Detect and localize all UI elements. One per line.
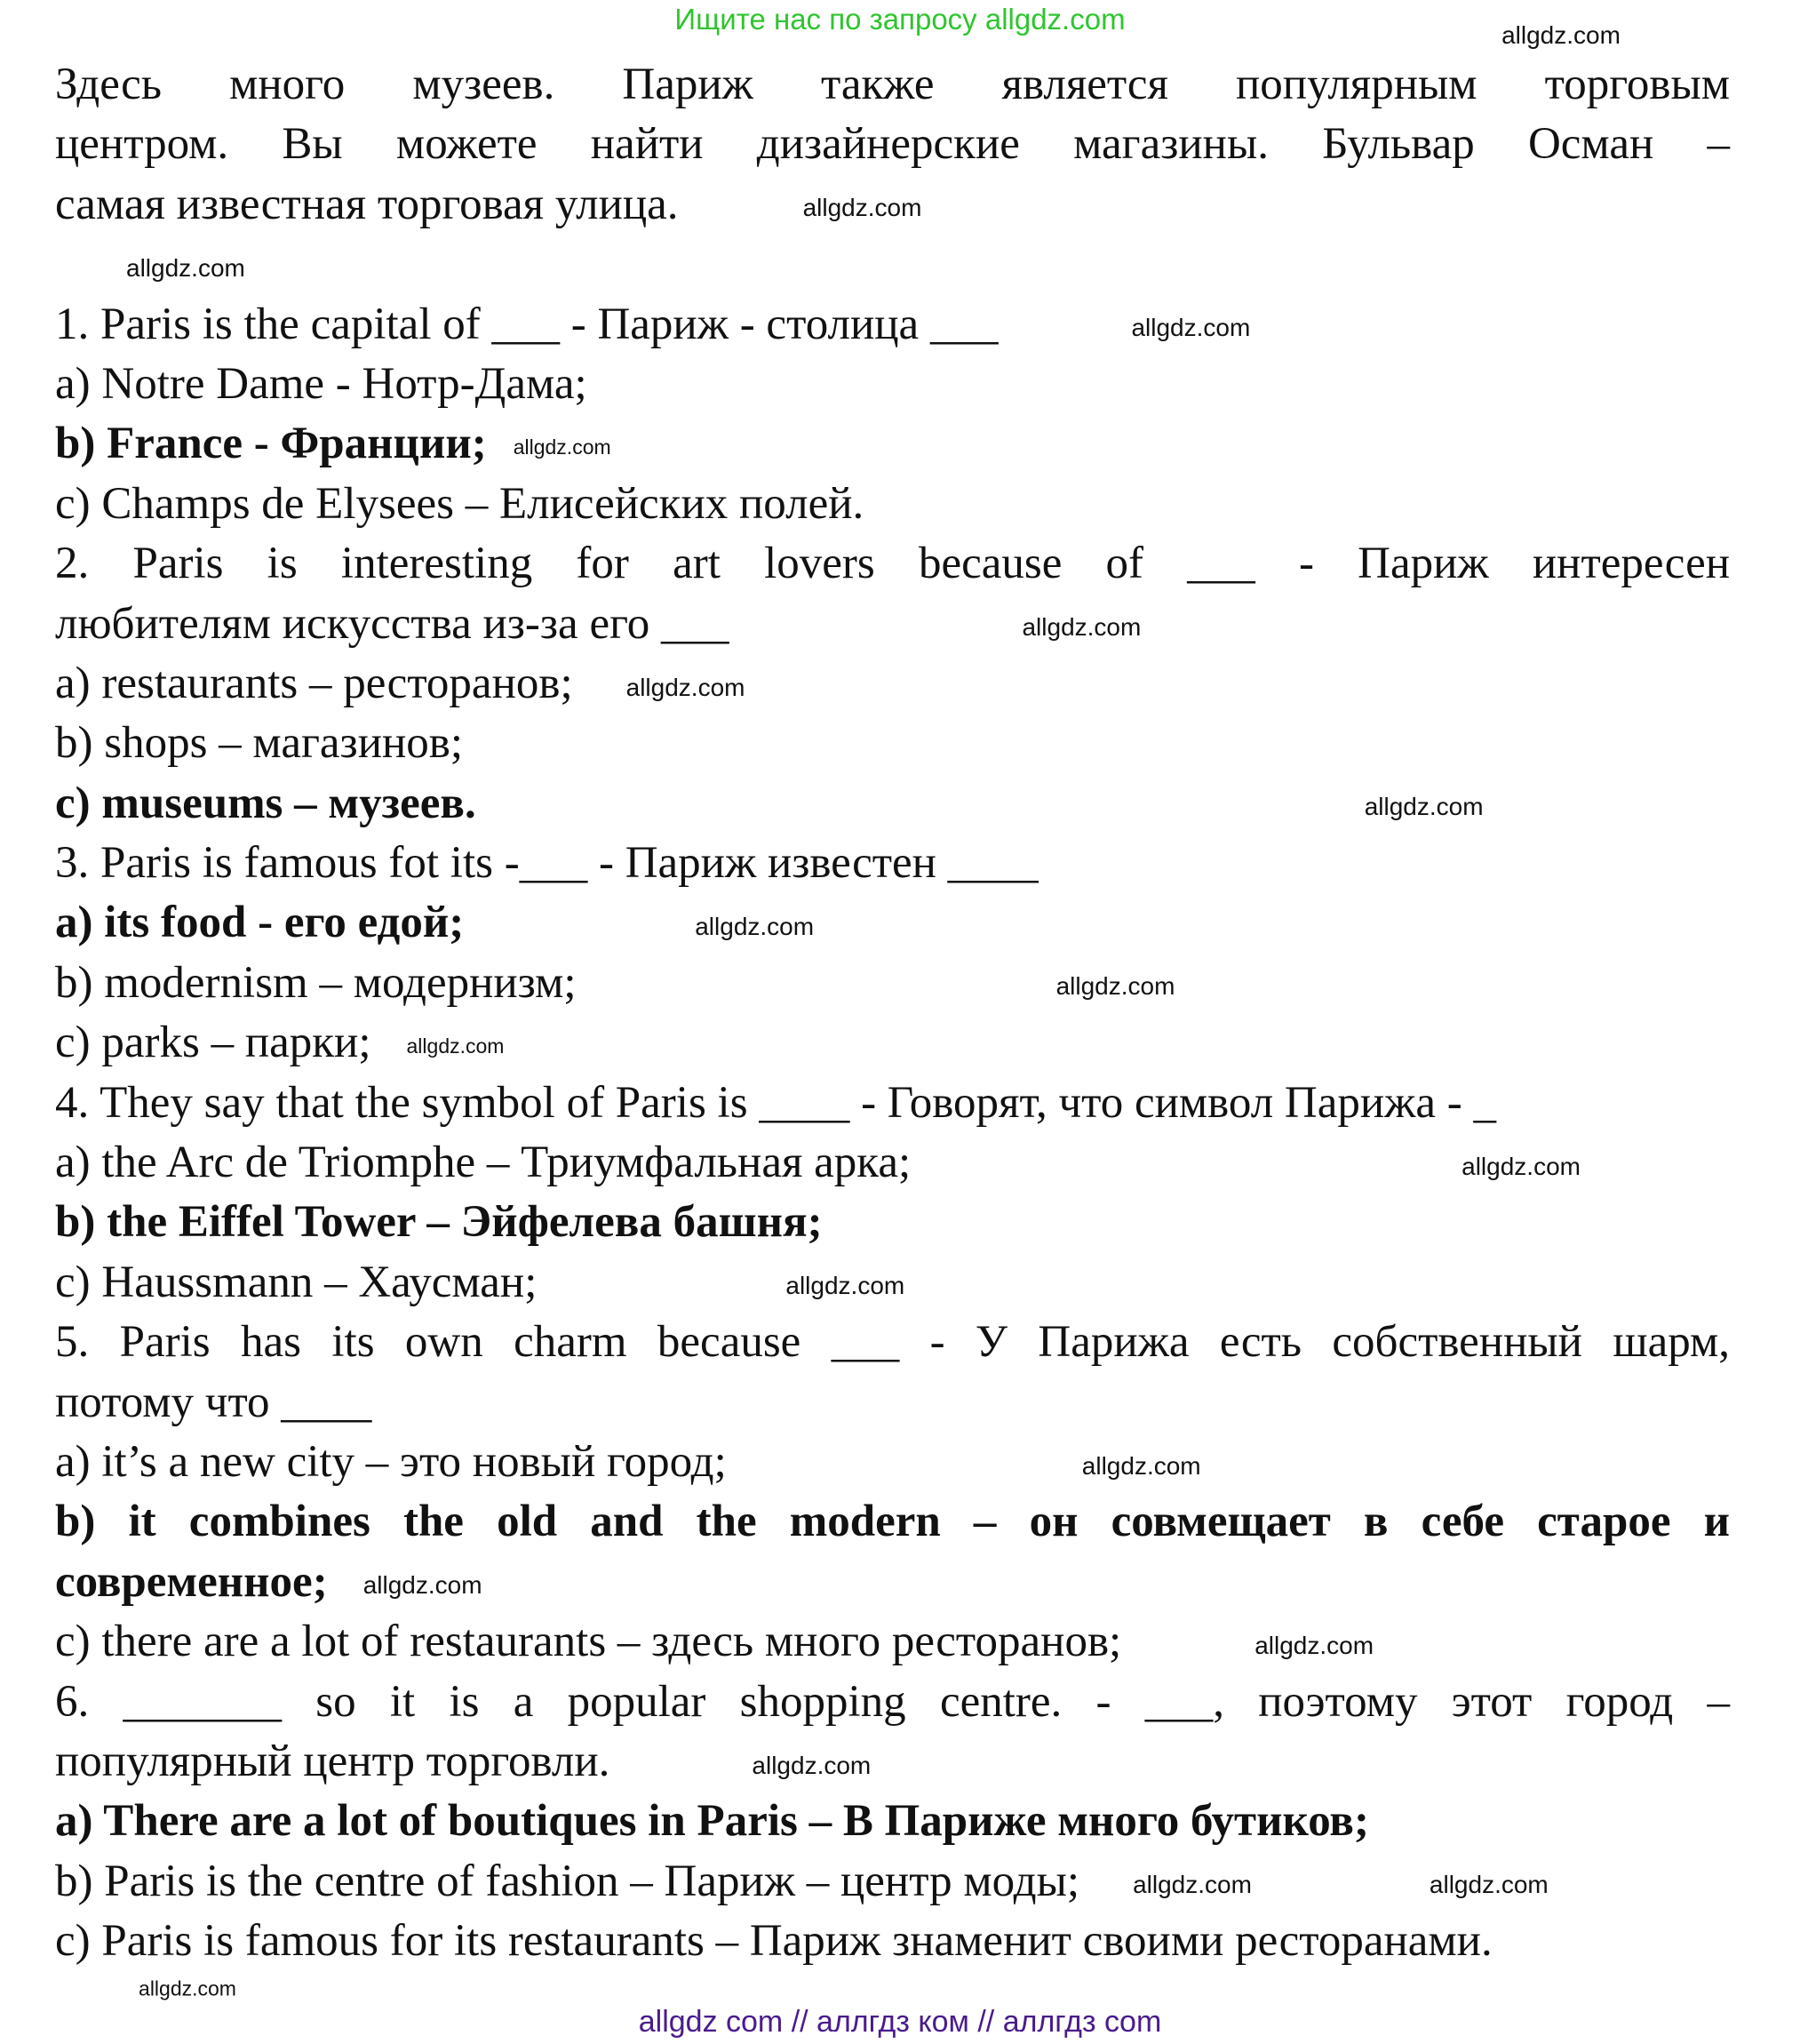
line-text: центром. Вы можете найти дизайнерские магазины. Бульвар Осман – <box>55 119 1730 170</box>
text-line <box>55 175 1730 235</box>
text-line <box>55 1433 1730 1492</box>
text-line <box>55 1553 1730 1612</box>
watermark-text: allgdz.com <box>1429 1871 1549 1899</box>
line-text: c) Paris is famous for its restaurants – Париж знаменит своими ресторанами. <box>55 1916 1493 1967</box>
text-line <box>55 534 1730 594</box>
line-text: b) the Eiffel Tower – Эйфелева башня; <box>55 1197 823 1248</box>
text-line <box>55 295 1730 355</box>
line-text: Здесь много музеев. Париж также является популярным торговым <box>55 60 1730 109</box>
text-line <box>55 1732 1730 1792</box>
line-text: a) Notre Dame - Нотр-Дама; <box>55 358 587 409</box>
line-text: c) parks – парки; <box>55 1018 371 1068</box>
text-line <box>55 1253 1730 1313</box>
watermark-text: allgdz.com <box>1462 1152 1581 1180</box>
line-text: популярный центр торговли. <box>55 1736 610 1786</box>
blank-line <box>55 235 1730 294</box>
watermark-text: allgdz.com <box>126 253 245 282</box>
text-line <box>55 1133 1730 1193</box>
text-line <box>55 1074 1730 1133</box>
text-line <box>55 774 1730 834</box>
text-line <box>55 893 1730 953</box>
line-text: a) its food - его едой; <box>55 898 465 948</box>
watermark-text: allgdz.com <box>1364 793 1484 821</box>
line-text: любителям искусства из-за его ___ <box>55 598 729 649</box>
text-line <box>55 55 1730 115</box>
line-text: 2. Paris is interesting for art lovers because of ___ - Париж интересен <box>55 539 1730 589</box>
text-line <box>55 1373 1730 1433</box>
line-text: 4. They say that the symbol of Paris is ____ - Говорят, что символ Парижа - _ <box>55 1077 1497 1128</box>
line-text: a) restaurants – ресторанов; <box>55 658 573 708</box>
line-text: 6. _______ so it is a popular shopping centre. - ___, поэтому этот город – <box>55 1676 1730 1727</box>
line-text: c) Haussmann – Хаусман; <box>55 1257 538 1307</box>
watermark-text: allgdz.com <box>1131 314 1251 342</box>
document-body <box>55 55 1730 1972</box>
watermark-text: allgdz.com <box>625 673 745 701</box>
watermark-text: allgdz.com <box>406 1034 505 1058</box>
text-line <box>55 1193 1730 1252</box>
text-line <box>55 115 1730 174</box>
watermark-text: allgdz.com <box>139 1976 236 2000</box>
watermark-text: allgdz.com <box>785 1272 905 1300</box>
line-text: b) shops – магазинов; <box>55 718 464 769</box>
text-line <box>55 1912 1730 1971</box>
text-line <box>55 1313 1730 1372</box>
text-line <box>55 414 1730 474</box>
line-text: 3. Paris is famous fot its -___ - Париж известен ____ <box>55 838 1039 889</box>
line-text: b) it combines the old and the modern – он совмещает в себе старое и <box>55 1497 1730 1547</box>
watermark-text: allgdz.com <box>513 435 611 459</box>
watermark-text: allgdz.com <box>1133 1871 1252 1899</box>
text-line <box>55 654 1730 714</box>
footer-text: allgdz com // аллгдз ком // аллгдз com <box>638 2005 1162 2039</box>
watermark-text: allgdz.com <box>1022 613 1142 642</box>
line-text: современное; <box>55 1556 328 1607</box>
text-line <box>55 1792 1730 1851</box>
line-text: самая известная торговая улица. <box>55 179 679 229</box>
line-text: b) France - Франции; <box>55 419 487 469</box>
text-line <box>55 1013 1730 1073</box>
text-line <box>55 475 1730 534</box>
watermark-text: allgdz.com <box>802 194 922 222</box>
line-text: a) it’s a new city – это новый город; <box>55 1436 727 1487</box>
watermark-text: allgdz.com <box>1081 1451 1201 1480</box>
watermark-text: allgdz.com <box>1254 1631 1374 1659</box>
line-text: c) there are a lot of restaurants – здесь много ресторанов; <box>55 1617 1122 1667</box>
watermark-text: allgdz.com <box>1055 972 1175 1001</box>
line-text: 1. Paris is the capital of ___ - Париж - столица ___ <box>55 299 999 349</box>
watermark-text: allgdz.com <box>695 913 815 941</box>
text-line <box>55 355 1730 414</box>
line-text: c) museums – музеев. <box>55 778 476 828</box>
line-text: b) modernism – модернизм; <box>55 957 577 1008</box>
text-line <box>55 595 1730 654</box>
line-text: a) the Arc de Triomphe – Триумфальная арка; <box>55 1138 912 1188</box>
text-line <box>55 834 1730 893</box>
search-banner: Ищите нас по запросу allgdz.com <box>674 3 1126 36</box>
watermark-text: allgdz.com <box>362 1571 482 1600</box>
line-text: a) There are a lot of boutiques in Paris – В Париже много бутиков; <box>55 1796 1369 1847</box>
text-line <box>55 714 1730 773</box>
text-line <box>55 1492 1730 1552</box>
watermark-text: allgdz.com <box>752 1751 872 1779</box>
text-line <box>55 1852 1730 1912</box>
text-line <box>55 1673 1730 1732</box>
line-text: c) Champs de Elysees – Елисейских полей. <box>55 478 864 529</box>
watermark-text: allgdz.com <box>1501 21 1621 49</box>
line-text: потому что ____ <box>55 1377 372 1427</box>
text-line <box>55 1612 1730 1672</box>
text-line <box>55 954 1730 1013</box>
line-text: b) Paris is the centre of fashion – Париж – центр моды; <box>55 1856 1080 1906</box>
line-text: 5. Paris has its own charm because ___ - У Парижа есть собственный шарм, <box>55 1317 1730 1368</box>
